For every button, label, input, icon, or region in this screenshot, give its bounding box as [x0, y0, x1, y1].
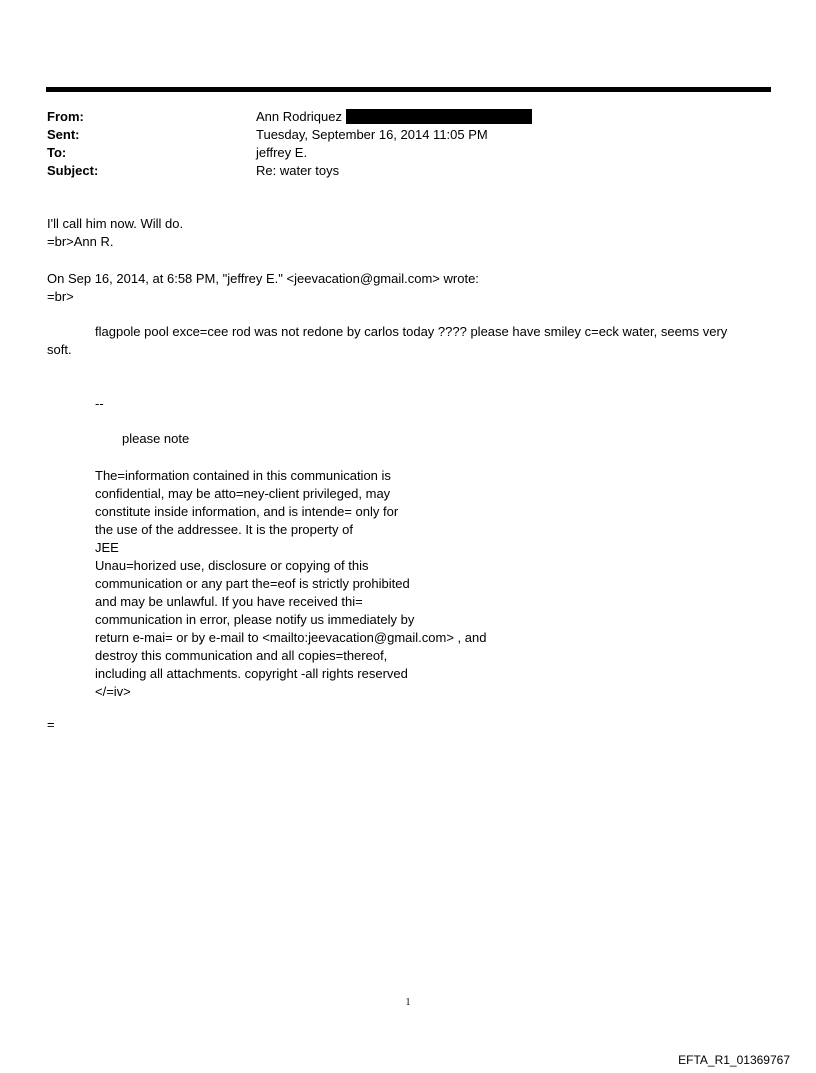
from-name: Ann Rodriquez [256, 109, 342, 124]
disclaimer-line: </=iv> [95, 684, 131, 699]
to-label: To: [47, 145, 67, 160]
message-line-2: soft. [47, 342, 72, 357]
sent-value: Tuesday, September 16, 2014 11:05 PM [256, 127, 488, 142]
redaction-box [346, 109, 532, 124]
trailing-equals: = [47, 717, 55, 732]
disclaimer-line: confidential, may be atto=ney-client privileged, may [95, 486, 391, 501]
disclaimer-line: constitute inside information, and is intende= only for [95, 504, 399, 519]
please-note: please note [122, 431, 190, 446]
message-line-1: flagpole pool exce=cee rod was not redone by carlos today ???? please have smiley c=eck water, seems very [95, 324, 728, 339]
disclaimer-line: JEE [95, 540, 119, 555]
disclaimer-line: The=information contained in this communication is [95, 468, 391, 483]
disclaimer-line: destroy this communication and all copies=thereof, [95, 648, 388, 663]
disclaimer-line: communication or any part the=eof is strictly prohibited [95, 576, 410, 591]
signature-dashes: -- [95, 396, 104, 411]
from-value [256, 109, 532, 124]
bates-number: EFTA_R1_01369767 [678, 1053, 790, 1067]
disclaimer-line: including all attachments. copyright -all rights reserved [95, 666, 408, 681]
page-number: 1 [405, 997, 411, 1008]
disclaimer-line: communication in error, please notify us immediately by [95, 612, 415, 627]
reply-line-2: =br>Ann R. [47, 234, 114, 249]
to-value: jeffrey E. [256, 145, 308, 160]
header-rule [46, 87, 771, 92]
disclaimer-line: and may be unlawful. If you have received thi= [95, 594, 363, 609]
subject-label: Subject: [47, 163, 99, 178]
subject-value: Re: water toys [256, 163, 340, 178]
disclaimer-line: Unau=horized use, disclosure or copying of this [95, 558, 369, 573]
disclaimer-block [95, 467, 486, 701]
quote-intro: On Sep 16, 2014, at 6:58 PM, "jeffrey E." <jeevacation@gmail.com> wrote: [47, 271, 479, 286]
disclaimer-line: return e-mai= or by e-mail to <mailto:jeevacation@gmail.com> , and [95, 630, 487, 645]
disclaimer-line: the use of the addressee. It is the property of [95, 522, 353, 537]
quote-br: =br> [47, 289, 74, 304]
from-label: From: [47, 109, 84, 124]
sent-label: Sent: [47, 127, 80, 142]
reply-line-1: I'll call him now. Will do. [47, 216, 184, 231]
